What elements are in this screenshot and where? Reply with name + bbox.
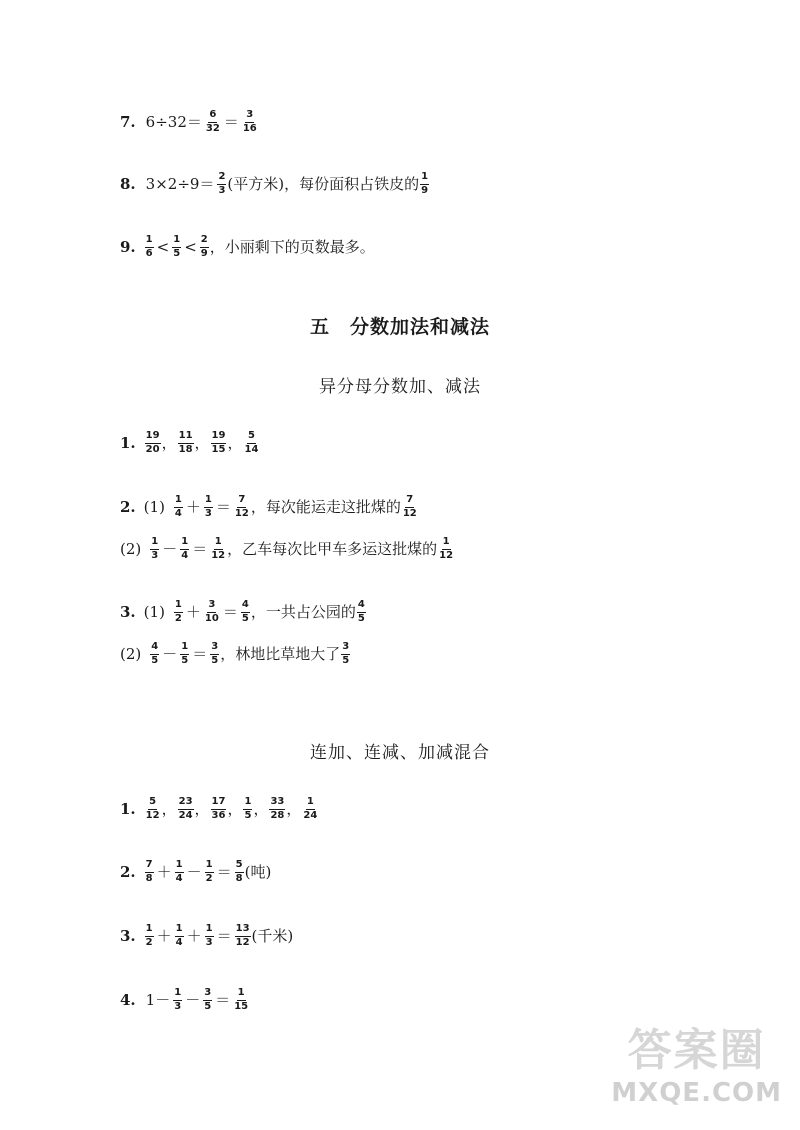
fraction: [402, 495, 418, 519]
fraction-numerator: 1: [237, 988, 246, 1001]
fraction-numerator: 1: [145, 235, 154, 248]
fraction: [205, 860, 214, 884]
fraction-numerator: 1: [214, 537, 223, 550]
fraction: [145, 860, 154, 884]
fraction: [200, 235, 209, 259]
fraction-denominator: 12: [211, 549, 226, 561]
answer-number: 2.: [120, 497, 136, 516]
answer-line: [120, 235, 375, 259]
fraction-numerator: 1: [442, 537, 451, 550]
fraction: [145, 797, 161, 821]
fraction-numerator: 4: [150, 642, 159, 655]
fraction: [204, 495, 213, 519]
fraction-numerator: 1: [205, 924, 214, 937]
fraction-denominator: 24: [178, 809, 193, 821]
math-expression: ＋: [185, 497, 201, 516]
fraction-numerator: 5: [235, 860, 244, 873]
fraction-denominator: 5: [342, 654, 350, 666]
fraction-denominator: 10: [204, 612, 219, 624]
sub-question-label: (1): [143, 497, 165, 516]
math-expression: －: [162, 539, 178, 558]
fraction-denominator: 6: [145, 247, 153, 259]
fraction-numerator: 1: [174, 600, 183, 613]
fraction: [233, 988, 249, 1012]
fraction: [145, 235, 154, 259]
fraction-numerator: 7: [237, 495, 246, 508]
fraction-numerator: 17: [211, 797, 227, 810]
answer-text: ，: [161, 799, 177, 818]
answer-text: ，小丽剩下的页数最多。: [209, 237, 375, 256]
fraction-denominator: 3: [151, 549, 159, 561]
math-expression: －: [186, 862, 202, 881]
sub-question-label: (2): [120, 539, 142, 558]
fraction-denominator: 28: [270, 809, 285, 821]
fraction-denominator: 5: [241, 612, 249, 624]
answer-line: [120, 495, 419, 519]
answer-line: [120, 600, 367, 624]
answer-number: 7.: [120, 112, 136, 131]
fraction: [243, 797, 252, 821]
fraction: [180, 642, 189, 666]
fraction-numerator: 4: [241, 600, 250, 613]
answer-number: 1.: [120, 799, 136, 818]
answer-text: (吨): [244, 862, 272, 881]
fraction: [302, 797, 318, 821]
answer-text: ，: [194, 799, 210, 818]
fraction-denominator: 2: [145, 936, 153, 948]
fraction-denominator: 5: [173, 247, 181, 259]
answer-number: 3.: [120, 926, 136, 945]
fraction: [235, 924, 251, 948]
math-expression: <: [184, 237, 197, 256]
math-expression: <: [156, 237, 170, 256]
answer-line: [120, 172, 430, 196]
fraction: [178, 431, 194, 455]
math-expression: ＝: [192, 539, 208, 558]
answer-text: ，: [253, 799, 269, 818]
answer-text: ，一共占公园的: [250, 602, 356, 621]
fraction-numerator: 5: [148, 797, 157, 810]
fraction-denominator: 12: [402, 507, 417, 519]
fraction-numerator: 1: [172, 235, 181, 248]
fraction: [269, 797, 285, 821]
fraction-numerator: 3: [245, 110, 254, 123]
fraction-denominator: 9: [200, 247, 208, 259]
answer-line: [120, 988, 250, 1012]
fraction-numerator: 19: [211, 431, 227, 444]
fraction: [242, 110, 258, 134]
fraction-denominator: 12: [439, 549, 454, 561]
fraction: [203, 988, 212, 1012]
subsection-title-2: 连加、连减、加减混合: [310, 743, 490, 763]
fraction: [217, 172, 226, 196]
fraction: [205, 924, 214, 948]
math-expression: ＝: [216, 862, 232, 881]
answer-text: ，: [286, 799, 302, 818]
subsection-title-1: 异分母分数加、减法: [319, 377, 481, 397]
answer-line: [120, 110, 259, 134]
math-expression: ＝: [192, 644, 208, 663]
math-expression: 1－: [145, 990, 171, 1009]
fraction-numerator: 33: [269, 797, 285, 810]
fraction-numerator: 6: [208, 110, 217, 123]
answer-text: ，林地比草地大了: [220, 644, 341, 663]
fraction: [175, 860, 184, 884]
fraction-denominator: 5: [211, 654, 219, 666]
fraction: [205, 110, 221, 134]
fraction: [150, 537, 159, 561]
answer-line: [120, 860, 271, 884]
answer-number: 2.: [120, 862, 136, 881]
fraction: [243, 431, 259, 455]
fraction-numerator: 1: [420, 172, 429, 185]
fraction-numerator: 3: [210, 642, 219, 655]
fraction-numerator: 2: [217, 172, 226, 185]
fraction-denominator: 36: [211, 809, 226, 821]
fraction-denominator: 4: [174, 507, 182, 519]
fraction-numerator: 13: [235, 924, 251, 937]
fraction: [145, 924, 154, 948]
sub-question-label: (2): [120, 644, 142, 663]
fraction-denominator: 15: [211, 443, 226, 455]
fraction-numerator: 5: [247, 431, 256, 444]
fraction-numerator: 1: [180, 537, 189, 550]
fraction-denominator: 3: [204, 507, 212, 519]
fraction: [204, 600, 220, 624]
fraction-denominator: 24: [303, 809, 318, 821]
fraction: [173, 988, 182, 1012]
math-expression: ＝: [215, 990, 231, 1009]
fraction-numerator: 1: [175, 860, 184, 873]
math-expression: ＝: [216, 926, 232, 945]
answer-text: ，每次能运走这批煤的: [250, 497, 401, 516]
answer-text: ，: [227, 433, 243, 452]
fraction-numerator: 1: [174, 495, 183, 508]
watermark-logo: 答案圈: [627, 1025, 766, 1076]
fraction-denominator: 4: [175, 872, 183, 884]
fraction: [241, 600, 250, 624]
answer-text: (平方米)，每份面积占铁皮的: [227, 174, 420, 193]
math-expression: ＋: [185, 602, 201, 621]
math-expression: －: [162, 644, 178, 663]
math-expression: －: [185, 990, 201, 1009]
fraction-denominator: 3: [218, 184, 226, 196]
answer-number: 1.: [120, 433, 136, 452]
fraction-denominator: 12: [235, 936, 250, 948]
section-title: 五 分数加法和减法: [309, 316, 490, 338]
fraction: [357, 600, 366, 624]
fraction: [341, 642, 350, 666]
fraction-numerator: 3: [341, 642, 350, 655]
fraction-numerator: 1: [205, 860, 214, 873]
fraction: [234, 495, 250, 519]
fraction-numerator: 1: [175, 924, 184, 937]
fraction-numerator: 1: [173, 988, 182, 1001]
fraction-numerator: 19: [145, 431, 161, 444]
fraction-denominator: 5: [181, 654, 189, 666]
fraction: [210, 537, 226, 561]
fraction: [145, 431, 161, 455]
fraction-denominator: 20: [145, 443, 160, 455]
fraction-denominator: 5: [244, 809, 252, 821]
fraction-denominator: 15: [234, 1000, 249, 1012]
watermark-url: MXQE.COM: [611, 1078, 782, 1108]
fraction: [174, 600, 183, 624]
answer-text: ，: [227, 799, 243, 818]
fraction-numerator: 23: [178, 797, 194, 810]
fraction-denominator: 4: [181, 549, 189, 561]
fraction-denominator: 8: [145, 872, 153, 884]
fraction-numerator: 1: [150, 537, 159, 550]
answer-text: (千米): [251, 926, 294, 945]
fraction-denominator: 3: [174, 1000, 182, 1012]
fraction-numerator: 1: [180, 642, 189, 655]
fraction: [180, 537, 189, 561]
fraction-numerator: 3: [207, 600, 216, 613]
answer-line: [120, 431, 260, 455]
fraction-denominator: 5: [357, 612, 365, 624]
fraction-denominator: 4: [175, 936, 183, 948]
answer-text: ，: [194, 433, 210, 452]
fraction-denominator: 32: [205, 122, 220, 134]
fraction-numerator: 3: [203, 988, 212, 1001]
fraction-denominator: 18: [178, 443, 193, 455]
math-expression: ＋: [156, 926, 172, 945]
fraction-numerator: 4: [357, 600, 366, 613]
fraction-denominator: 12: [234, 507, 249, 519]
math-expression: ＋: [156, 862, 172, 881]
fraction-denominator: 12: [145, 809, 160, 821]
fraction: [211, 431, 227, 455]
math-expression: 6÷32＝: [145, 112, 202, 131]
math-expression: 3×2÷9＝: [145, 174, 215, 193]
fraction-numerator: 2: [200, 235, 209, 248]
fraction-denominator: 2: [174, 612, 182, 624]
fraction-numerator: 1: [306, 797, 315, 810]
fraction-numerator: 7: [405, 495, 414, 508]
fraction-denominator: 5: [151, 654, 159, 666]
fraction: [211, 797, 227, 821]
fraction-numerator: 1: [145, 924, 154, 937]
sub-question-label: (1): [143, 602, 165, 621]
fraction: [438, 537, 454, 561]
answer-number: 4.: [120, 990, 136, 1009]
fraction: [174, 495, 183, 519]
fraction-numerator: 1: [243, 797, 252, 810]
fraction-denominator: 2: [205, 872, 213, 884]
answer-number: 3.: [120, 602, 136, 621]
fraction-numerator: 1: [204, 495, 213, 508]
fraction-denominator: 16: [242, 122, 257, 134]
watermark: [611, 1014, 782, 1108]
fraction-denominator: 8: [235, 872, 243, 884]
fraction: [150, 642, 159, 666]
fraction-numerator: 11: [178, 431, 194, 444]
fraction-denominator: 14: [244, 443, 259, 455]
fraction: [172, 235, 181, 259]
fraction: [210, 642, 219, 666]
answer-text: ，: [161, 433, 177, 452]
fraction-denominator: 5: [204, 1000, 212, 1012]
fraction: [235, 860, 244, 884]
fraction-denominator: 3: [205, 936, 213, 948]
fraction: [420, 172, 429, 196]
fraction: [178, 797, 194, 821]
fraction-numerator: 7: [145, 860, 154, 873]
answer-text: ，乙车每次比甲车多运这批煤的: [227, 539, 438, 558]
fraction: [175, 924, 184, 948]
answer-line: [120, 797, 319, 821]
answer-number: 9.: [120, 237, 136, 256]
math-expression: ＝: [222, 602, 238, 621]
answer-line: [120, 642, 351, 666]
math-expression: ＝: [223, 112, 239, 131]
answer-number: 8.: [120, 174, 136, 193]
fraction-denominator: 9: [421, 184, 429, 196]
answer-line: [120, 537, 455, 561]
answer-line: [120, 924, 293, 948]
math-expression: ＋: [186, 926, 202, 945]
math-expression: ＝: [215, 497, 231, 516]
